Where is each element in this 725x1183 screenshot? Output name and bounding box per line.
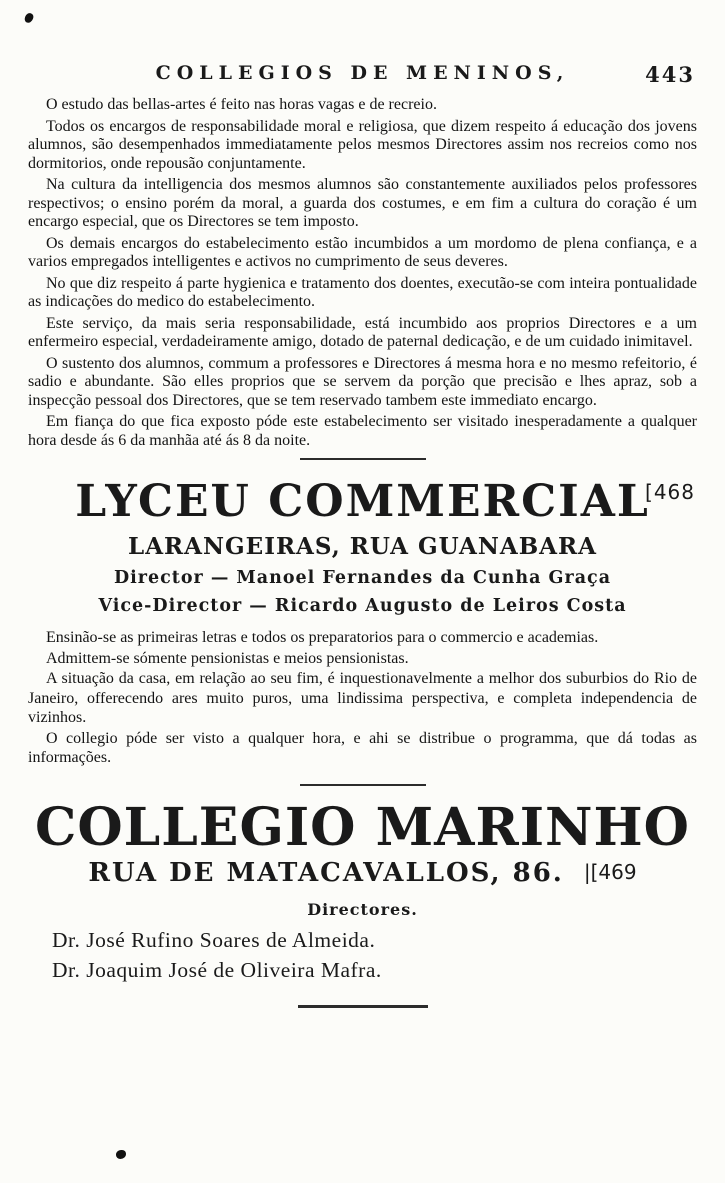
lyceu-vice-director-line: Vice-Director — Ricardo Augusto de Leiros Costa (98, 596, 627, 617)
lyceu-paragraph: Admittem-se sómente pensionistas e meios pensionistas. (46, 649, 409, 667)
intro-paragraph: O estudo das bellas-artes é feito nas horas vagas e de recreio. (46, 96, 437, 113)
lyceu-title: LYCEU COMMERCIAL (75, 476, 650, 527)
ink-blot (24, 12, 35, 24)
intro-paragraph: Todos os encargos de responsabilidade moral e religiosa, que dizem respeito á educação dos jovens alumnos, são desempenhados immediatamente pelos mesmos Directores assim nos recreios como nos dormitorios, onde repousão conjuntamente. (28, 117, 697, 172)
lyceu-paragraph: O collegio póde ser visto a qualquer hora, e ahi se distribue o programma, que dá todas as informações. (28, 729, 697, 767)
intro-paragraph: Em fiança do que fica exposto póde este estabelecimento ser visitado inesperadamente a qualquer hora desde ás 6 da manhãa até ás 8 da noite. (28, 413, 697, 449)
lyceu-title-row (0, 478, 725, 526)
lyceu-address: LARANGEIRAS, RUA GUANABARA (128, 533, 597, 561)
section-divider (300, 458, 426, 460)
ink-blot (116, 1150, 126, 1159)
director-name: Dr. José Rufino Soares de Almeida. (52, 928, 376, 953)
lyceu-director-line: Director — Manoel Fernandes da Cunha Graça (113, 568, 612, 589)
lyceu-ref-number: [468 (645, 480, 695, 504)
marinho-title-row (0, 796, 725, 858)
intro-paragraph: O sustento dos alumnos, commum a professores e Directores á mesma hora e no mesmo refeitorio, é sadio e abundante. São elles proprios que se servem da porção que precisão e lhes apraz, sob a inspecção pessoal dos Directores, que se tem reservado tambem este immediato encargo. (28, 354, 697, 409)
director-name: Dr. Joaquim José de Oliveira Mafra. (52, 958, 382, 983)
marinho-address-row (0, 858, 725, 888)
lyceu-text-block (28, 628, 697, 768)
page-number: 443 (645, 62, 695, 87)
running-title: COLLEGIOS DE MENINOS, (155, 62, 570, 84)
directors-list (52, 925, 725, 985)
intro-paragraph: No que diz respeito á parte hygienica e tratamento dos doentes, executão-se com inteira pontualidade as indicações do medico do estabelecimento. (28, 274, 697, 310)
lyceu-commercial-ad (0, 478, 725, 768)
section-divider (300, 784, 426, 786)
marinho-ref-number: |[469 (583, 860, 637, 885)
marinho-address: RUA DE MATACAVALLOS, 86. (88, 858, 564, 889)
intro-paragraph: Os demais encargos do estabelecimento estão incumbidos a um mordomo de plena confiança, e a varios empregados intelligentes e activos no cumprimento de seus deveres. (28, 234, 697, 270)
lyceu-paragraph: A situação da casa, em relação ao seu fim, é inquestionavelmente a melhor dos suburbios do Rio de Janeiro, offerecendo ares muito puros, uma lindissima perspectiva, e completa independencia de vizinhos. (28, 670, 697, 727)
intro-paragraph: Na cultura da intelligencia dos mesmos alumnos são constantemente auxiliados pelos professores respectivos; o ensino porém da moral, a guarda dos costumes, e em fim a cultura do coração é um encargo especial, que os Directores se tem imposto. (28, 176, 697, 230)
marinho-title: COLLEGIO MARINHO (35, 796, 690, 858)
directors-heading: Directores. (307, 900, 418, 920)
section-divider (298, 1005, 428, 1008)
collegio-marinho-ad (0, 796, 725, 985)
intro-paragraph: Este serviço, da mais seria responsabilidade, está incumbido aos proprios Directores e a um enfermeiro especial, verdadeiramente amigo, dotado de paternal dedicação, e de um cuidado inimitavel. (28, 314, 697, 350)
intro-text-block (28, 96, 697, 450)
page-header (0, 62, 725, 88)
lyceu-paragraph: Ensinão-se as primeiras letras e todos os preparatorios para o commercio e academias. (46, 629, 599, 647)
